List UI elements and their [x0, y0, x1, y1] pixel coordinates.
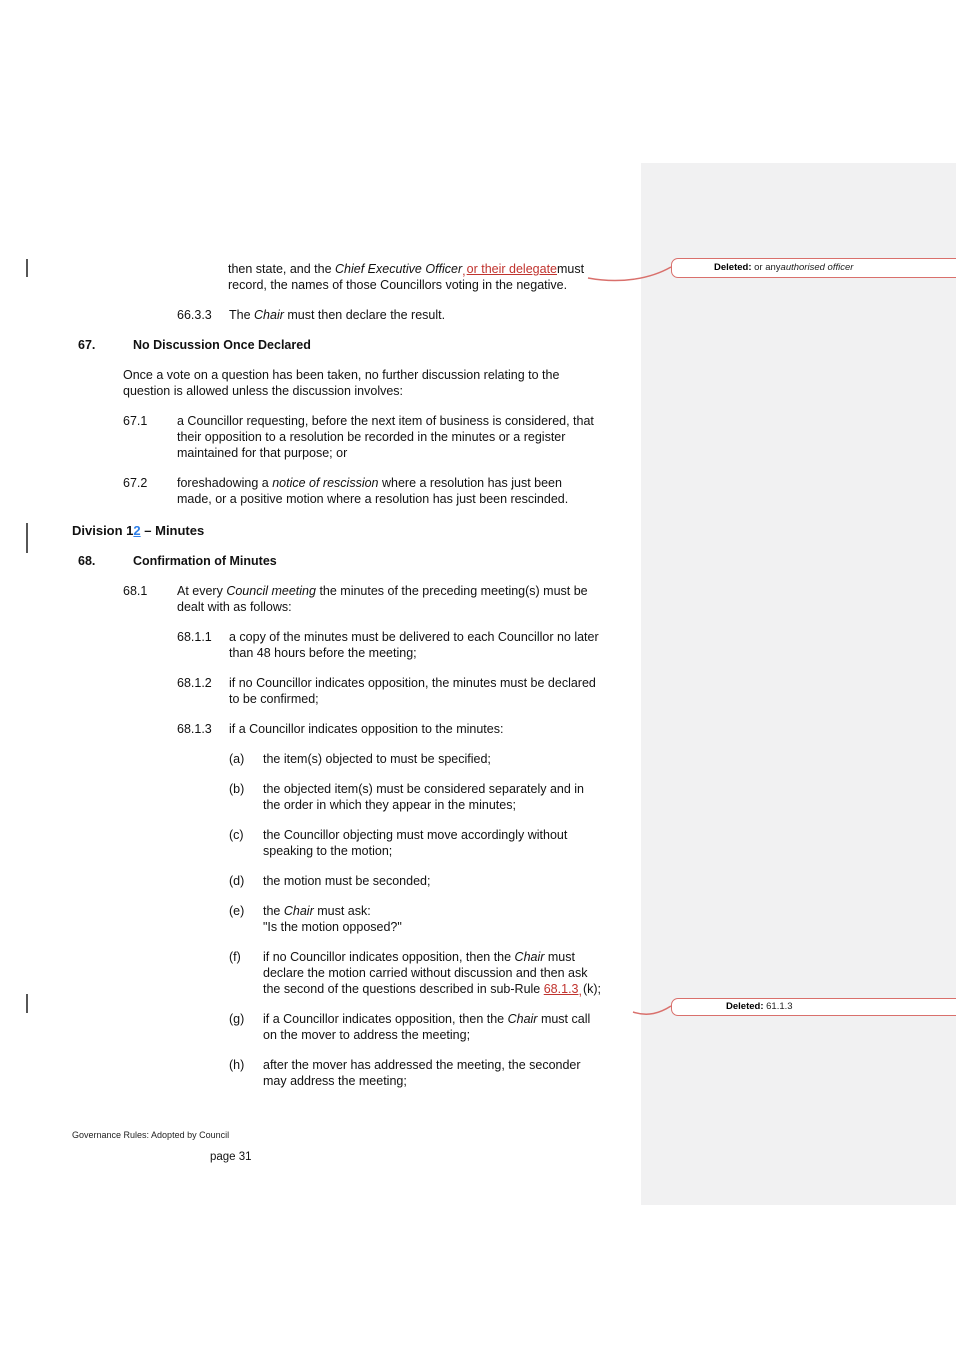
paragraph-67-intro: [0, 367, 640, 399]
item-text: [263, 873, 647, 889]
body-text: the: [263, 904, 284, 918]
body-text: if no Councillor indicates opposition, the minutes must be declared: [229, 676, 596, 690]
body-text: must then declare the result.: [283, 308, 446, 322]
body-text: on the mover to address the meeting;: [263, 1028, 471, 1042]
clause-67-1: [0, 413, 660, 461]
item-d: [0, 873, 660, 889]
comment-balloon-deleted-1[interactable]: [671, 258, 956, 278]
body-text: "Is the motion opposed?": [263, 920, 402, 934]
body-text: then state, and the: [228, 262, 336, 276]
body-text-italic: Chair: [254, 308, 284, 322]
clause-text: [177, 583, 647, 615]
clause-number: 67.1: [123, 414, 148, 428]
clause-number: 68.1.2: [177, 676, 212, 690]
body-text: record, the names of those Councillors voting in the negative.: [228, 278, 568, 292]
body-text: must: [557, 262, 585, 276]
body-text: Once a vote on a question has been taken, no further discussion relating to the: [123, 368, 560, 382]
inserted-text: 68.1.3: [543, 982, 579, 996]
body-text-italic: Chair: [507, 1012, 538, 1026]
body-text: the objected item(s) must be considered separately and in: [263, 782, 585, 796]
body-text-italic: Chair: [283, 904, 314, 918]
item-marker: (b): [229, 782, 245, 796]
item-e: [0, 903, 660, 935]
body-text: the motion must be seconded;: [263, 874, 431, 888]
body-text: declare the motion carried without discussion and then ask: [263, 966, 588, 980]
clause-number: 68.1.3: [177, 722, 212, 736]
comment-label: Deleted:: [714, 262, 755, 274]
clause-number: 67.2: [123, 476, 148, 490]
item-marker: (h): [229, 1058, 245, 1072]
body-text: maintained for that purpose; or: [177, 446, 348, 460]
body-text: if no Councillor indicates opposition, then the: [263, 950, 515, 964]
body-text: the minutes of the preceding meeting(s) must be: [315, 584, 588, 598]
clause-68-1-2: [0, 675, 660, 707]
heading-text: – Minutes: [140, 523, 205, 538]
item-marker: (c): [229, 828, 244, 842]
clause-68-1-3: [0, 721, 660, 737]
body-text: their opposition to a resolution be recorded in the minutes or a register: [177, 430, 566, 444]
section-number: 68.: [78, 554, 96, 568]
deletion-anchor-mark: ,: [578, 984, 582, 998]
item-text: [263, 827, 647, 859]
body-text: a copy of the minutes must be delivered to each Councillor no later: [229, 630, 599, 644]
item-marker: (a): [229, 752, 245, 766]
body-text: foreshadowing a: [177, 476, 273, 490]
clause-number: 66.3.3: [177, 308, 212, 322]
body-text: if a Councillor indicates opposition to the minutes:: [229, 722, 504, 736]
item-h: [0, 1057, 660, 1089]
clause-text: [177, 413, 647, 461]
comment-text: or any: [754, 262, 781, 274]
division-12-heading: [0, 523, 660, 539]
body-text: where a resolution has just been: [378, 476, 562, 490]
body-text: At every: [177, 584, 227, 598]
comment-balloon-deleted-2[interactable]: [671, 998, 956, 1016]
body-text: The: [229, 308, 255, 322]
item-c: [0, 827, 660, 859]
body-text-italic: Chair: [514, 950, 545, 964]
item-text: [263, 781, 647, 813]
body-text: must ask:: [313, 904, 371, 918]
section-heading-67: [0, 337, 660, 353]
body-text-italic: Chief Executive Officer: [335, 262, 463, 276]
body-text: (k);: [582, 982, 602, 996]
body-text: after the mover has addressed the meeting, the seconder: [263, 1058, 581, 1072]
item-b: [0, 781, 660, 813]
body-text: the item(s) objected to must be specified;: [263, 752, 491, 766]
body-text: made, or a positive motion where a resolution has just been rescinded.: [177, 492, 569, 506]
item-a: [0, 751, 660, 767]
item-text: [263, 1011, 647, 1043]
heading-text: Division 1: [72, 523, 134, 538]
clause-text: [229, 721, 647, 737]
body-text: must call: [537, 1012, 591, 1026]
clause-number: 68.1: [123, 584, 148, 598]
clause-68-1-1: [0, 629, 660, 661]
section-number: 67.: [78, 338, 96, 352]
item-marker: (d): [229, 874, 245, 888]
body-text: dealt with as follows:: [177, 600, 292, 614]
body-text: if a Councillor indicates opposition, then the: [263, 1012, 508, 1026]
body-text: a Councillor requesting, before the next item of business is considered, that: [177, 414, 594, 428]
revision-markup-area: [641, 163, 956, 1205]
clause-text: [229, 629, 647, 661]
item-marker: (g): [229, 1012, 245, 1026]
deletion-anchor-mark: ,: [462, 264, 466, 278]
inserted-text-blue: 2: [133, 523, 141, 538]
item-text: [263, 949, 647, 997]
item-text: [263, 751, 647, 767]
item-text: [263, 1057, 647, 1089]
body-text-italic: notice of rescission: [272, 476, 379, 490]
body-text: may address the meeting;: [263, 1074, 407, 1088]
body-text: speaking to the motion;: [263, 844, 393, 858]
body-text: must: [544, 950, 575, 964]
clause-text: [229, 307, 647, 323]
body-text-italic: Council meeting: [226, 584, 316, 598]
body-text: question is allowed unless the discussion involves:: [123, 384, 404, 398]
section-title: No Discussion Once Declared: [133, 338, 311, 352]
clause-text: [229, 675, 647, 707]
body-text: to be confirmed;: [229, 692, 319, 706]
footer-page-number: page 31: [210, 1151, 252, 1163]
section-heading-68: [0, 553, 660, 569]
comment-label: Deleted:: [726, 1001, 767, 1013]
comment-text: 61.1.3: [766, 1001, 793, 1013]
inserted-text: or their delegate: [466, 262, 557, 276]
section-title: Confirmation of Minutes: [133, 554, 277, 568]
body-text: than 48 hours before the meeting;: [229, 646, 417, 660]
item-marker: (e): [229, 904, 245, 918]
body-text: the Councillor objecting must move accordingly without: [263, 828, 568, 842]
body-text: the second of the questions described in sub-Rule: [263, 982, 544, 996]
footer-document-title: Governance Rules: Adopted by Council: [72, 1130, 230, 1140]
document-body: [0, 261, 660, 1103]
clause-66-3-2-continuation: [0, 261, 660, 293]
item-text: [263, 903, 647, 935]
item-marker: (f): [229, 950, 241, 964]
item-f: [0, 949, 660, 997]
clause-text: [177, 475, 647, 507]
comment-text-italic: authorised officer: [780, 262, 854, 274]
item-g: [0, 1011, 660, 1043]
clause-67-2: [0, 475, 660, 507]
clause-number: 68.1.1: [177, 630, 212, 644]
body-text: the order in which they appear in the minutes;: [263, 798, 516, 812]
clause-66-3-3: [0, 307, 660, 323]
clause-68-1: [0, 583, 660, 615]
